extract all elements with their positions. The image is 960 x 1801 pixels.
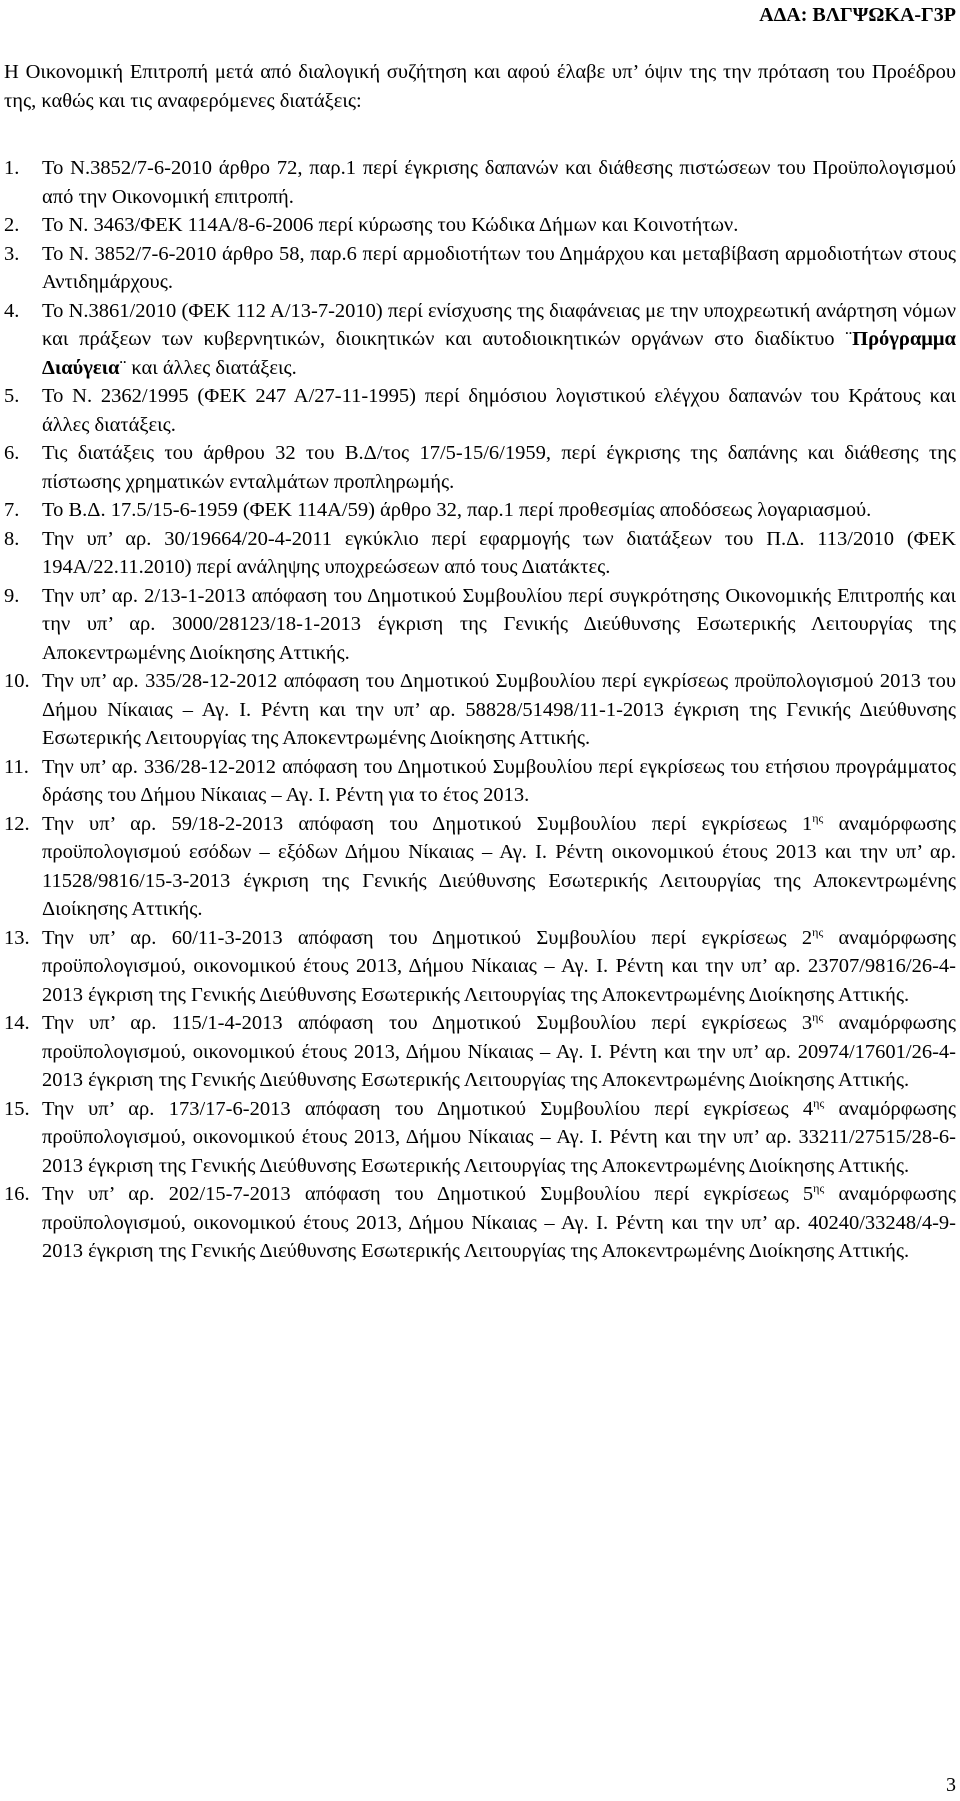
item-text-post: αναμόρφωσης προϋπολογισμού, οικονομικού έτους 2013, Δήμου Νίκαιας – Αγ. Ι. Ρέντη και την υπ’ αρ. 23707/9816/26-4-2013 έγκριση της Γενικής Διεύθυνσης Εσωτερικής Λειτουργίας της Αποκεντρωμένης Διοίκησης Αττικής.	[42, 926, 956, 1006]
list-item	[4, 297, 956, 383]
ordinal-superscript: ης	[812, 1010, 824, 1025]
list-item	[4, 582, 956, 668]
item-text-pre: Την υπ’ αρ. 60/11-3-2013 απόφαση του Δημοτικού Συμβουλίου περί εγκρίσεως 2	[42, 926, 813, 949]
list-item	[4, 1095, 956, 1181]
list-item	[4, 240, 956, 297]
item-text: Το Ν.3852/7-6-2010 άρθρο 72, παρ.1 περί έγκρισης δαπανών και διάθεσης πιστώσεων του Προϋπολογισμού από την Οικονομική επιτροπή.	[42, 157, 956, 208]
item-number: 2.	[4, 214, 20, 236]
item-text-pre: Την υπ’ αρ. 59/18-2-2013 απόφαση του Δημοτικού Συμβουλίου περί εγκρίσεως 1	[42, 812, 813, 835]
item-text-post: αναμόρφωσης προϋπολογισμού, οικονομικού έτους 2013, Δήμου Νίκαιας – Αγ. Ι. Ρέντη και την υπ’ αρ. 33211/27515/28-6-2013 έγκριση της Γενικής Διεύθυνσης Εσωτερικής Λειτουργίας της Αποκεντρωμένης Διοίκησης Αττικής.	[42, 1097, 956, 1177]
item-text-pre: Την υπ’ αρ. 202/15-7-2013 απόφαση του Δημοτικού Συμβουλίου περί εγκρίσεως 5	[42, 1183, 814, 1205]
list-item	[4, 924, 956, 1010]
list-item	[4, 1180, 956, 1266]
intro-paragraph: Η Οικονομική Επιτροπή μετά από διαλογική συζήτηση και αφού έλαβε υπ’ όψιν της την πρόταση του Προέδρου της, καθώς και τις αναφερόμενες διατάξεις:	[4, 61, 956, 112]
item-number: 5.	[4, 385, 20, 407]
list-item	[4, 753, 956, 810]
item-number: 14.	[4, 1012, 30, 1034]
item-number: 9.	[4, 584, 20, 607]
item-number: 10.	[4, 670, 30, 692]
list-item	[4, 211, 956, 240]
item-number: 15.	[4, 1097, 30, 1120]
list-item	[4, 667, 956, 753]
item-text-post: αναμόρφωσης προϋπολογισμού εσόδων – εξόδων Δήμου Νίκαιας – Αγ. Ι. Ρέντη οικονομικού έτους 2013 και την υπ’ αρ. 11528/9816/15-3-2013 έγκριση της Γενικής Διεύθυνσης Εσωτερικής Λειτουργίας της Αποκεντρωμένης Διοίκησης Αττικής.	[42, 812, 957, 920]
item-number: 4.	[4, 299, 20, 322]
item-text: Την υπ’ αρ. 336/28-12-2012 απόφαση του Δημοτικού Συμβουλίου περί εγκρίσεως του ετήσιου προγράμματος δράσης του Δήμου Νίκαιας – Αγ. Ι. Ρέντη για το έτος 2013.	[42, 755, 956, 806]
list-item	[4, 154, 956, 211]
ordinal-superscript: ης	[813, 1181, 825, 1196]
item-text: Τις διατάξεις του άρθρου 32 του Β.Δ/τος 17/5-15/6/1959, περί έγκρισης της δαπάνης και διάθεσης της πίστωσης χρηματικών ενταλμάτων προπληρωμής.	[42, 442, 956, 493]
item-text: Το Ν. 2362/1995 (ΦΕΚ 247 Α/27-11-1995) περί δημόσιου λογιστικού ελέγχου δαπανών του Κράτους και άλλες διατάξεις.	[42, 385, 956, 436]
item-text-post: αναμόρφωσης προϋπολογισμού, οικονομικού έτους 2013, Δήμου Νίκαιας – Αγ. Ι. Ρέντη και την υπ’ αρ. 40240/33248/4-9-2013 έγκριση της Γενικής Διεύθυνσης Εσωτερικής Λειτουργίας της Αποκεντρωμένης Διοίκησης Αττικής.	[42, 1183, 956, 1262]
item-number: 8.	[4, 527, 20, 550]
item-number: 6.	[4, 442, 20, 464]
item-number: 13.	[4, 926, 30, 949]
item-number: 7.	[4, 499, 20, 521]
list-item	[4, 439, 956, 496]
item-text-post: αναμόρφωσης προϋπολογισμού, οικονομικού έτους 2013, Δήμου Νίκαιας – Αγ. Ι. Ρέντη και την υπ’ αρ. 20974/17601/26-4-2013 έγκριση της Γενικής Διεύθυνσης Εσωτερικής Λειτουργίας της Αποκεντρωμένης Διοίκησης Αττικής.	[42, 1012, 956, 1091]
list-item	[4, 525, 956, 582]
item-number: 3.	[4, 242, 20, 265]
list-item	[4, 496, 956, 525]
item-number: 16.	[4, 1183, 30, 1205]
ordinal-superscript: ης	[812, 810, 824, 825]
page-number: 3	[946, 1774, 956, 1796]
ada-code: ΑΔΑ: ΒΛΓΨΩΚΑ-Γ3Ρ	[759, 4, 956, 26]
item-text-post: ¨ και άλλες διατάξεις.	[119, 356, 297, 379]
diavgeia-program-bold: Πρόγραμμα Διαύγεια	[42, 328, 956, 379]
item-number: 11.	[4, 755, 29, 778]
provisions-list	[4, 154, 956, 1266]
item-text-pre: Την υπ’ αρ. 115/1-4-2013 απόφαση του Δημοτικού Συμβουλίου περί εγκρίσεως 3	[42, 1012, 813, 1034]
ordinal-superscript: ης	[813, 1095, 825, 1110]
list-item	[4, 810, 956, 924]
item-text: Την υπ’ αρ. 30/19664/20-4-2011 εγκύκλιο περί εφαρμογής των διατάξεων του Π.Δ. 113/2010 (ΦΕΚ 194Α/22.11.2010) περί ανάληψης υποχρεώσεων από τους Διατάκτες.	[42, 527, 956, 578]
item-text: Το Ν. 3852/7-6-2010 άρθρο 58, παρ.6 περί αρμοδιοτήτων του Δημάρχου και μεταβίβαση αρμοδιοτήτων στους Αντιδημάρχους.	[42, 242, 956, 293]
item-text-pre: Το Ν.3861/2010 (ΦΕΚ 112 Α/13-7-2010) περί ενίσχυσης της διαφάνειας με την υποχρεωτική ανάρτηση νόμων και πράξεων των κυβερνητικών, διοικητικών και αυτοδιοικητικών οργάνων στο διαδίκτυο ¨	[42, 299, 956, 350]
item-text: Το Ν. 3463/ΦΕΚ 114Α/8-6-2006 περί κύρωσης του Κώδικα Δήμων και Κοινοτήτων.	[42, 214, 739, 236]
item-text: Την υπ’ αρ. 2/13-1-2013 απόφαση του Δημοτικού Συμβουλίου περί συγκρότησης Οικονομικής Επιτροπής και την υπ’ αρ. 3000/28123/18-1-2013 έγκριση της Γενικής Διεύθυνσης Εσωτερικής Λειτουργίας της Αποκεντρωμένης Διοίκησης Αττικής.	[42, 584, 956, 664]
ordinal-superscript: ης	[812, 924, 824, 939]
item-text-pre: Την υπ’ αρ. 173/17-6-2013 απόφαση του Δημοτικού Συμβουλίου περί εγκρίσεως 4	[42, 1097, 814, 1120]
item-number: 12.	[4, 812, 30, 835]
item-text: Την υπ’ αρ. 335/28-12-2012 απόφαση του Δημοτικού Συμβουλίου περί εγκρίσεως προϋπολογισμού 2013 του Δήμου Νίκαιας – Αγ. Ι. Ρέντη και την υπ’ αρ. 58828/51498/11-1-2013 έγκριση της Γενικής Διεύθυνσης Εσωτερικής Λειτουργίας της Αποκεντρωμένης Διοίκησης Αττικής.	[42, 670, 956, 749]
item-text: Το Β.Δ. 17.5/15-6-1959 (ΦΕΚ 114Α/59) άρθρο 32, παρ.1 περί προθεσμίας αποδόσεως λογαριασμού.	[42, 499, 872, 521]
list-item	[4, 1009, 956, 1095]
list-item	[4, 382, 956, 439]
item-number: 1.	[4, 157, 20, 179]
